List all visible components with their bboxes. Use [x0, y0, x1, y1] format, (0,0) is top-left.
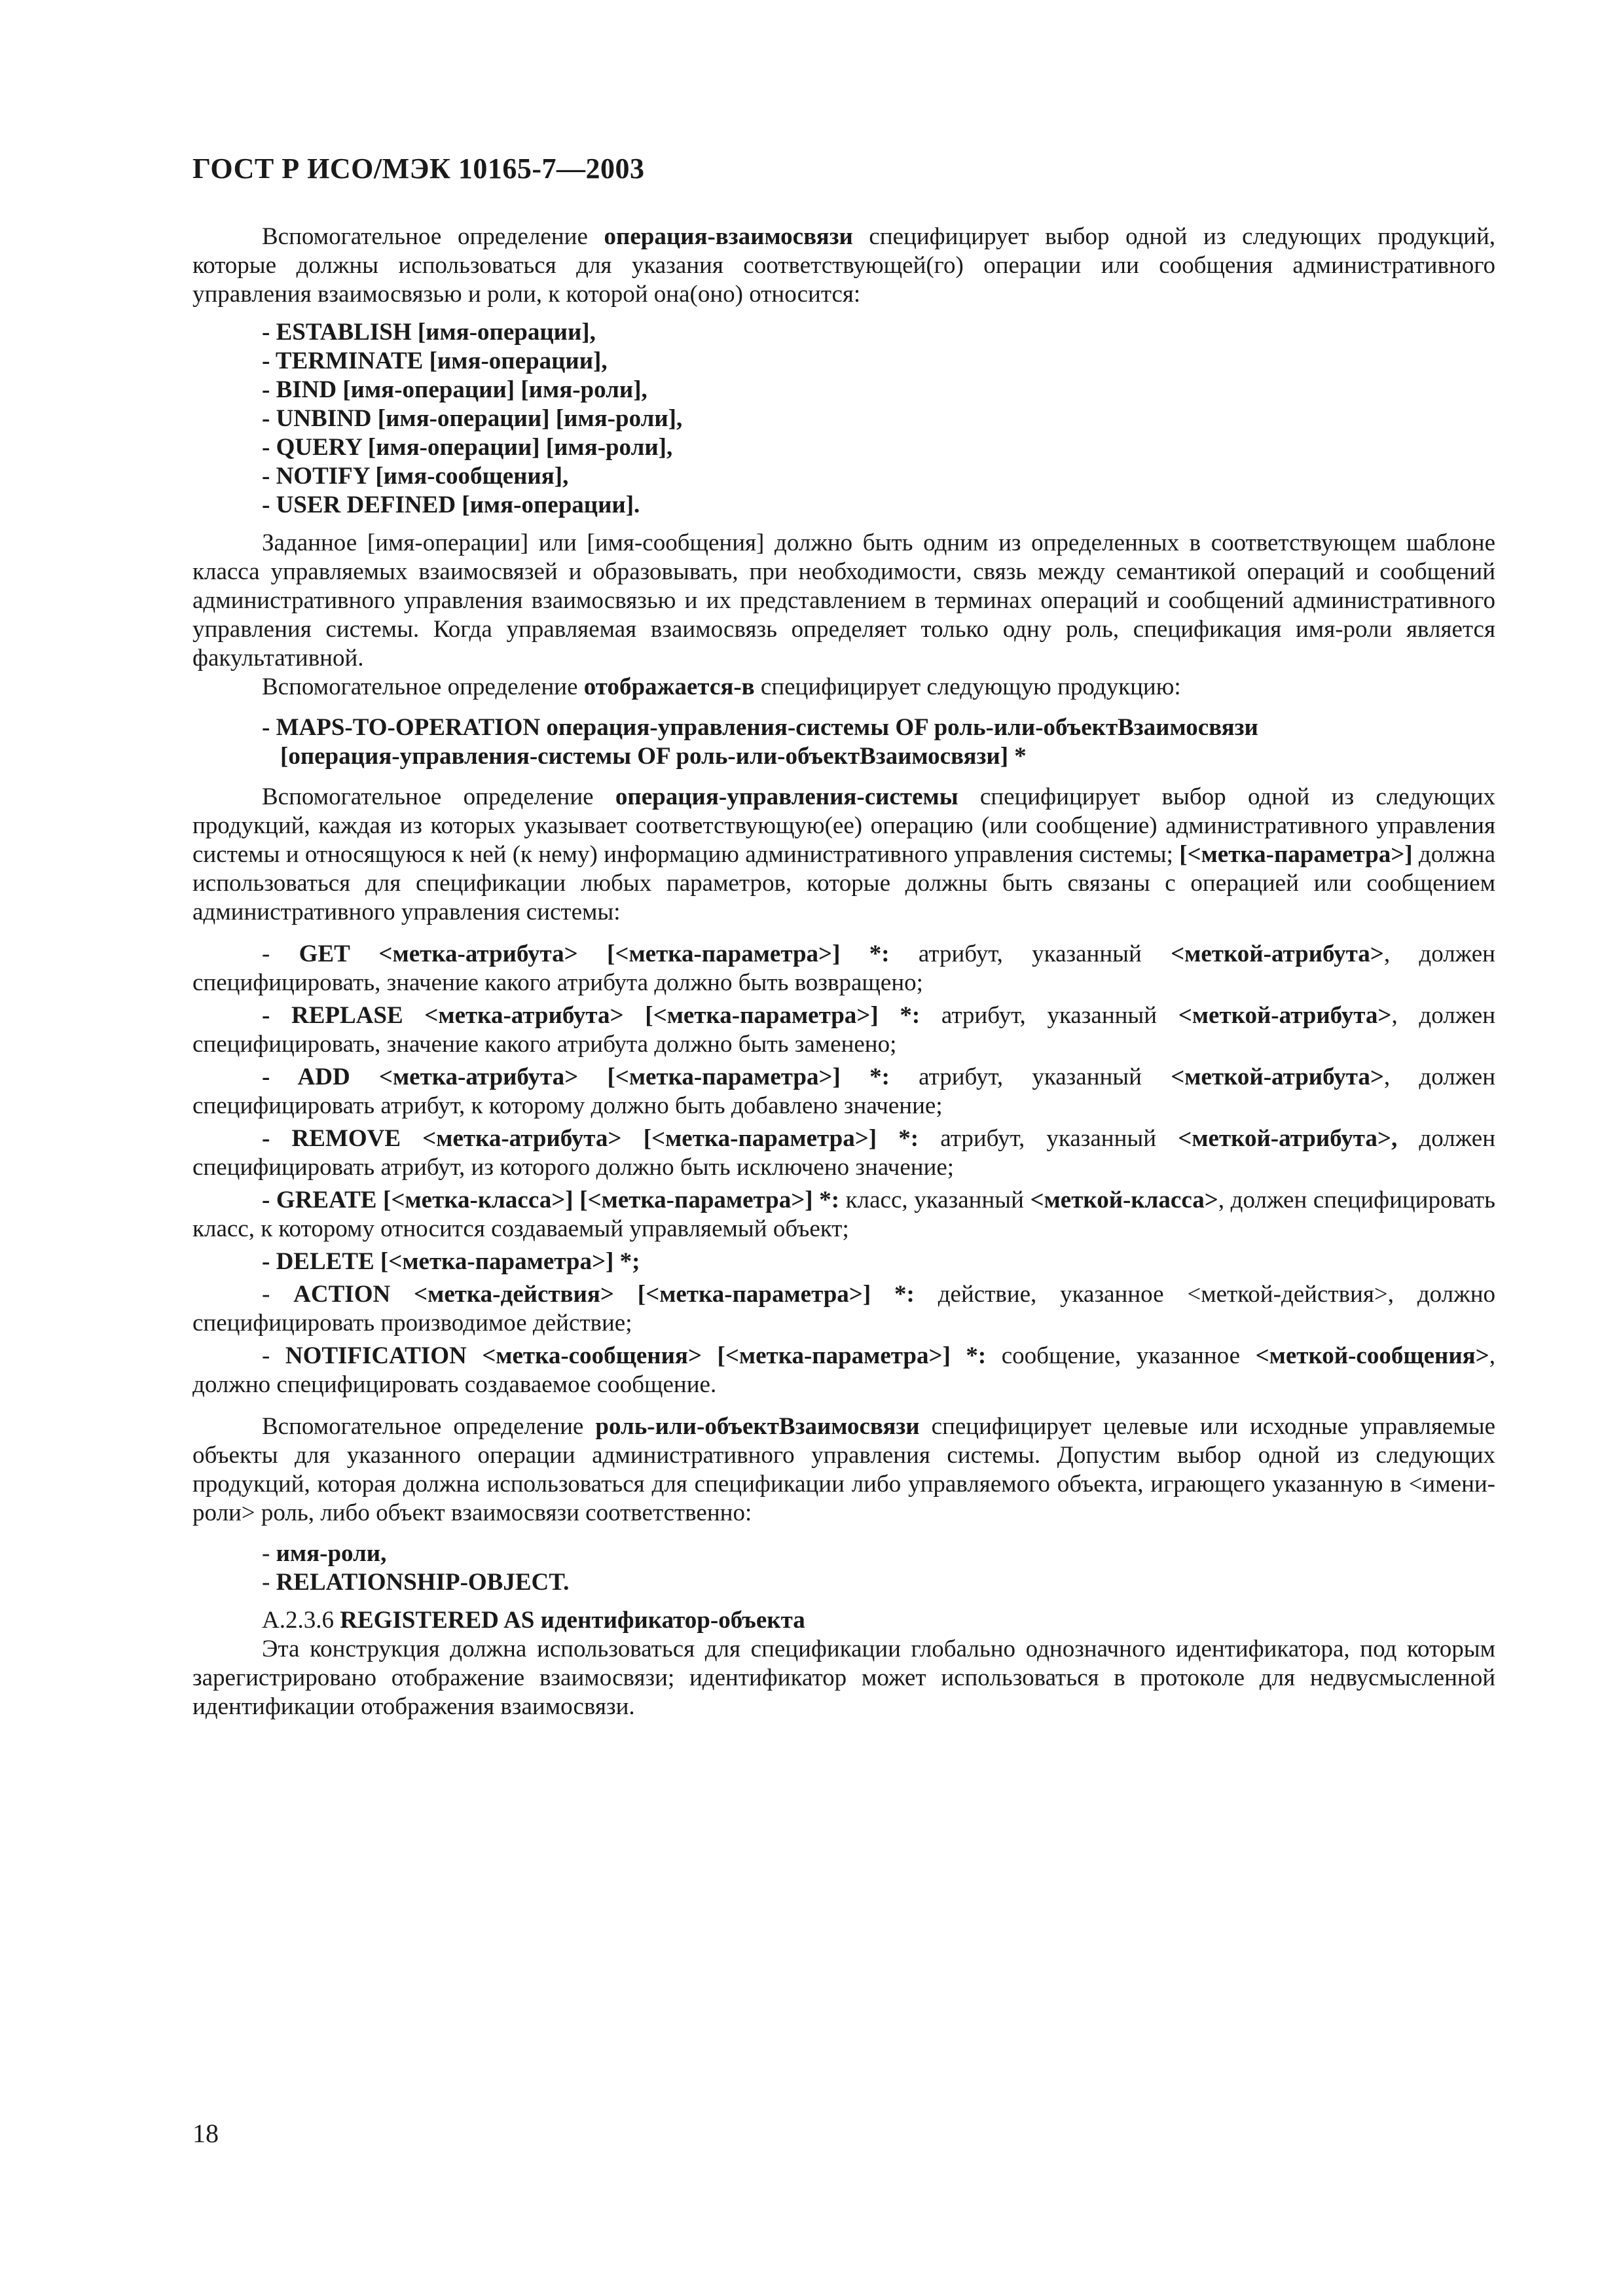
text: должна использоваться для спецификации любых параметров, которые должны быть связаны с операцией или сообщением административного управления системы:: [192, 841, 1495, 925]
list-item: [262, 1568, 1495, 1597]
paragraph-role-or-relationship-object: [192, 1412, 1495, 1528]
paragraph-operation-name: Заданное [имя-операции] или [имя-сообщения] должно быть одним из определенных в соответствующем шаблоне класса управляемых взаимосвязей и образовывать, при необходимости, связь между семантикой операций и сообщений административного управления взаимосвязью и их представлением в терминах операций и сообщений административного управления системы. Когда управляемая взаимосвязь определяет только одну роль, спецификация имя-роли является факультативной.: [192, 529, 1495, 672]
term: - GREATE [<метка-класса>] [<метка-параметра>] *:: [262, 1187, 840, 1213]
term: <меткой-атрибута>,: [1178, 1125, 1398, 1152]
maps-to-operation-production: [262, 713, 1495, 771]
text: специфицирует целевые или исходные управляемые объекты для указанного операции административного управления системы. Допустим выбор одной из следующих продукций, которая должна использоваться для спецификации либо управляемого объекта, играющего указанную в <имени-роли> роль, либо объект взаимосвязи соответственно:: [192, 1413, 1496, 1526]
term: [<метка-параметра>]: [1179, 841, 1413, 868]
term: NOTIFICATION <метка-сообщения> [<метка-параметра>] *:: [285, 1342, 987, 1369]
term: <меткой-класса>: [1030, 1187, 1218, 1213]
text: действие, указанное <меткой-действия>, должно специфицировать производимое действие;: [192, 1281, 1495, 1336]
text: -: [262, 1342, 285, 1369]
text: -: [262, 1569, 276, 1596]
list-item: - NOTIFY [имя-сообщения],: [262, 463, 569, 490]
text: , должен специфицировать класс, к которому относится создаваемый управляемый объект;: [192, 1187, 1495, 1242]
text: специфицирует выбор одной из следующих продукций, которые должны использоваться для указания соответствующей(го) операции или сообщения административного управления взаимосвязью и роли, к которой она(оно) относится:: [192, 223, 1495, 308]
term: роль-или-объектВзаимосвязи: [595, 1413, 920, 1440]
term: операция-управления-системы: [615, 783, 958, 810]
term: - ADD <метка-атрибута> [<метка-параметра>] *:: [262, 1064, 890, 1090]
term: GET <метка-атрибута> [<метка-параметра>] *:: [299, 941, 890, 967]
term: - REMOVE <метка-атрибута> [<метка-параметра>] *:: [262, 1125, 919, 1152]
paragraph-registered-as: Эта конструкция должна использоваться для спецификации глобально однозначного идентификатора, под которым зарегистрировано отображение взаимосвязи; идентификатор может использоваться в протоколе для недвусмысленной идентификации отображения взаимосвязи.: [192, 1636, 1495, 1720]
text: атрибут, указанный: [889, 941, 1171, 967]
list-item: - UNBIND [имя-операции] [имя-роли],: [262, 405, 683, 432]
text: , должен специфицировать, значение какого атрибута должно быть возвращено;: [192, 941, 1495, 996]
text: специфицирует выбор одной из следующих продукций, каждая из которых указывает соответствующую(ее) операцию (или сообщение) административного управления системы и относящуюся к ней (к нему) информацию административного управления системы;: [192, 783, 1495, 868]
term: <меткой-атрибута>: [1171, 1064, 1384, 1090]
text: Вспомогательное определение: [262, 1413, 596, 1440]
paragraph-relationship-operation: [192, 223, 1495, 309]
production-line: - MAPS-TO-OPERATION операция-управления-системы OF роль-или-объектВзаимосвязи: [262, 714, 1258, 741]
text: Вспомогательное определение: [262, 783, 615, 810]
term: - DELETE [<метка-параметра>] *;: [262, 1248, 640, 1275]
list-item: - BIND [имя-операции] [имя-роли],: [262, 376, 647, 403]
role-list: [262, 1539, 1495, 1597]
list-item: - TERMINATE [имя-операции],: [262, 348, 608, 374]
text: Вспомогательное определение: [262, 673, 584, 700]
ops-list: [192, 940, 1495, 1399]
text: специфицирует следующую продукцию:: [754, 673, 1181, 700]
text: -: [262, 1540, 276, 1567]
list-item: [192, 1342, 1495, 1399]
text: класс, указанный: [839, 1187, 1030, 1213]
text: Вспомогательное определение: [262, 223, 604, 250]
text: -: [262, 1281, 294, 1308]
list-item: [192, 1186, 1495, 1244]
page-number: 18: [192, 2119, 219, 2148]
text: атрибут, указанный: [920, 1002, 1178, 1029]
list-item: - ESTABLISH [имя-операции],: [262, 319, 596, 346]
term: отображается-в: [583, 673, 755, 700]
term: - REPLASE <метка-атрибута> [<метка-параметра>] *:: [262, 1002, 921, 1029]
list-item: [192, 1247, 1495, 1276]
standard-header: ГОСТ Р ИСО/МЭК 10165-7—2003: [192, 152, 645, 185]
paragraph-system-management-operation: [192, 783, 1495, 927]
text: , должен специфицировать, значение какого атрибута должно быть заменено;: [192, 1002, 1495, 1058]
list-item: [262, 1539, 1495, 1568]
term: имя-роли,: [276, 1540, 387, 1567]
list-item: [192, 940, 1495, 997]
text: -: [262, 941, 299, 967]
term: ACTION <метка-действия> [<метка-параметра>] *:: [293, 1281, 915, 1308]
section-number: A.2.3.6: [262, 1607, 340, 1634]
text: должен специфицировать атрибут, из которого должно быть исключено значение;: [192, 1125, 1495, 1181]
term: <меткой-атрибута>: [1178, 1002, 1392, 1029]
section-heading: [262, 1606, 1495, 1635]
list-item: [192, 1001, 1495, 1059]
list-item: [192, 1063, 1495, 1121]
term: <меткой-сообщения>: [1255, 1342, 1489, 1369]
section-title: REGISTERED AS идентификатор-объекта: [340, 1607, 805, 1634]
text: , должен специфицировать атрибут, к которому должно быть добавлено значение;: [192, 1064, 1495, 1119]
term: операция-взаимосвязи: [604, 223, 853, 250]
page-body: [192, 223, 1495, 1721]
text: атрибут, указанный: [889, 1064, 1171, 1090]
term: <меткой-атрибута>: [1171, 941, 1384, 967]
list-item: - QUERY [имя-операции] [имя-роли],: [262, 434, 673, 461]
text: сообщение, указанное: [986, 1342, 1256, 1369]
production-line: [операция-управления-системы OF роль-или-объектВзаимосвязи] *: [280, 743, 1027, 770]
text: , должно специфицировать создаваемое сообщение.: [192, 1342, 1496, 1398]
operations-list: [262, 318, 1495, 520]
text: атрибут, указанный: [919, 1125, 1178, 1152]
term: RELATIONSHIP-OBJECT.: [276, 1569, 570, 1596]
list-item: [192, 1280, 1495, 1338]
list-item: [192, 1124, 1495, 1182]
paragraph-maps-to: [192, 673, 1495, 702]
list-item: - USER DEFINED [имя-операции].: [262, 492, 640, 518]
